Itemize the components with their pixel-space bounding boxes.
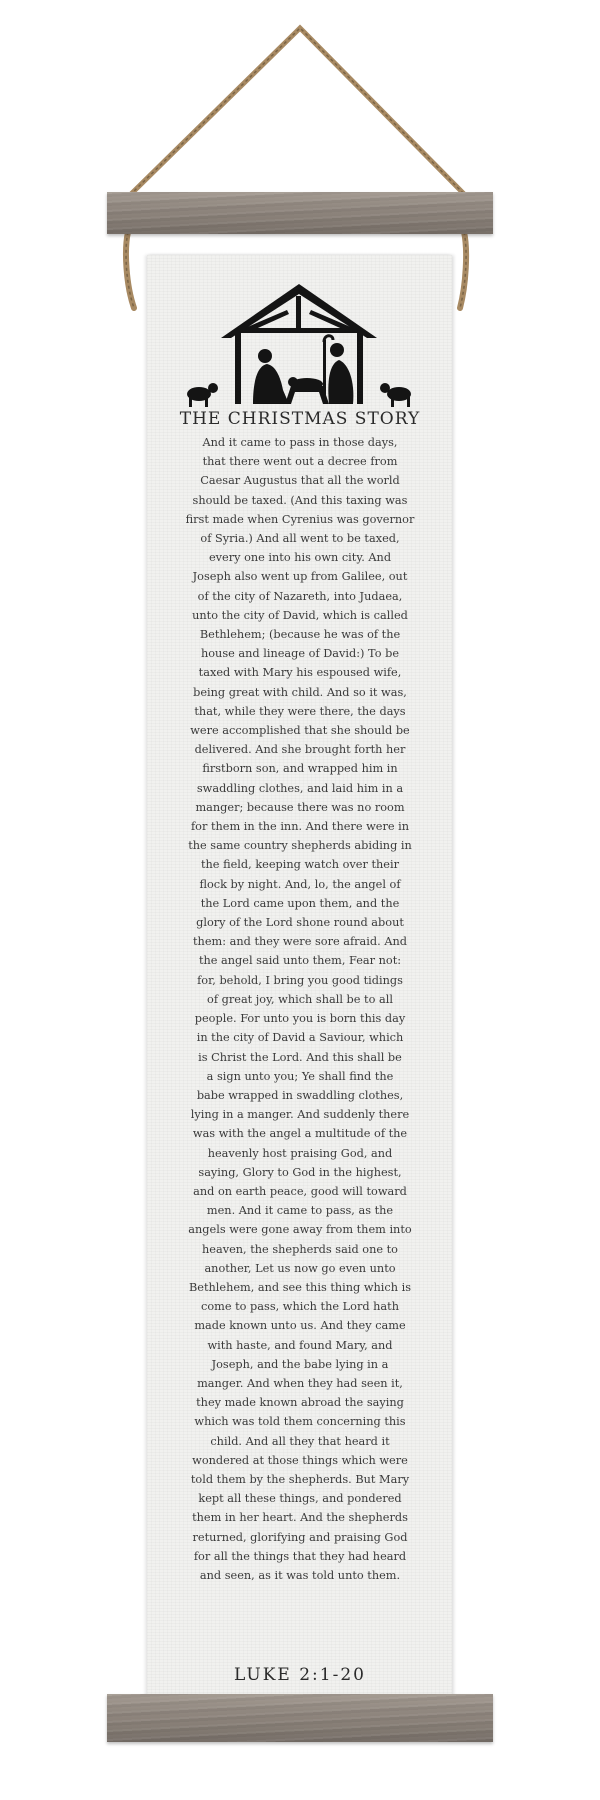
scripture-line: was with the angel a multitude of the xyxy=(192,1127,408,1141)
scripture-line: heavenly host praising God, and xyxy=(207,1146,393,1160)
scripture-line: Joseph, and the babe lying in a xyxy=(211,1357,389,1371)
scripture-line: manger; because there was no room xyxy=(195,800,405,814)
scripture-line: Caesar Augustus that all the world xyxy=(200,474,400,488)
scripture-line: a sign unto you; Ye shall find the xyxy=(206,1069,394,1083)
scripture-line: for all the things that they had heard xyxy=(193,1549,407,1563)
scripture-line: the angel said unto them, Fear not: xyxy=(198,954,402,968)
scripture-line: swaddling clothes, and laid him in a xyxy=(196,781,404,795)
scripture-line: Joseph also went up from Galilee, out xyxy=(192,570,408,584)
scripture-line: were accomplished that she should be xyxy=(190,724,410,738)
scripture-line: heaven, the shepherds said one to xyxy=(202,1242,398,1256)
scripture-line: saying, Glory to God in the highest, xyxy=(198,1165,402,1179)
nativity-scene-icon xyxy=(183,282,415,410)
scripture-line: child. And all they that heard it xyxy=(210,1434,390,1448)
scripture-line: angels were gone away from them into xyxy=(188,1223,412,1237)
scripture-line: And it came to pass in those days, xyxy=(202,436,398,449)
scripture-line: should be taxed. (And this taxing was xyxy=(192,493,408,507)
scripture-line: being great with child. And so it was, xyxy=(193,685,407,699)
scripture-line: Bethlehem; (because he was of the xyxy=(199,628,401,642)
scripture-line: babe wrapped in swaddling clothes, xyxy=(196,1088,404,1102)
scripture-line: of great joy, which shall be to all xyxy=(207,992,393,1006)
scripture-line: and seen, as it was told unto them. xyxy=(199,1568,401,1582)
banner-title: THE CHRISTMAS STORY xyxy=(179,409,421,429)
scripture-line: they made known abroad the saying xyxy=(196,1396,404,1410)
scripture-line: made known unto us. And they came xyxy=(194,1319,406,1333)
scripture-line: lying in a manger. And suddenly there xyxy=(190,1108,410,1122)
scripture-line: unto the city of David, which is called xyxy=(192,608,408,622)
scripture-line: firstborn son, and wrapped him in xyxy=(202,762,398,776)
scripture-text xyxy=(163,433,437,1585)
scripture-line: for them in the inn. And there were in xyxy=(190,820,410,834)
scripture-line: that, while they were there, the days xyxy=(194,704,406,718)
scripture-line: Bethlehem, and see this thing which is xyxy=(188,1280,412,1294)
scripture-line: manger. And when they had seen it, xyxy=(197,1376,403,1390)
scripture-line: the same country shepherds abiding in xyxy=(188,839,412,853)
bottom-wood-dowel xyxy=(107,1694,493,1742)
scripture-line: people. For unto you is born this day xyxy=(194,1012,406,1026)
scripture-reference: LUKE 2:1-20 xyxy=(234,1665,366,1685)
scripture-line: every one into his own city. And xyxy=(208,551,392,565)
top-wood-dowel xyxy=(107,192,493,234)
scripture-line: another, Let us now go even unto xyxy=(204,1261,396,1275)
scripture-line: is Christ the Lord. And this shall be xyxy=(198,1050,402,1064)
scripture-line: the Lord came upon them, and the xyxy=(200,896,400,910)
scripture-line: them: and they were sore afraid. And xyxy=(193,935,407,949)
scripture-line: kept all these things, and pondered xyxy=(198,1492,402,1506)
scripture-line: of Syria.) And all went to be taxed, xyxy=(200,532,400,546)
scripture-line: wondered at those things which were xyxy=(192,1453,408,1467)
scripture-line: returned, glorifying and praising God xyxy=(192,1530,408,1544)
scripture-line: the field, keeping watch over their xyxy=(200,858,399,872)
scripture-line: flock by night. And, lo, the angel of xyxy=(199,877,401,891)
scripture-line: with haste, and found Mary, and xyxy=(207,1338,393,1352)
scripture-line: that there went out a decree from xyxy=(202,455,398,469)
scripture-line: for, behold, I bring you good tidings xyxy=(197,973,403,987)
scripture-line: taxed with Mary his espoused wife, xyxy=(198,666,402,680)
scripture-line: which was told them concerning this xyxy=(194,1415,406,1429)
scripture-line: house and lineage of David:) To be xyxy=(200,647,400,661)
scripture-line: men. And it came to pass, as the xyxy=(206,1204,394,1218)
scripture-line: come to pass, which the Lord hath xyxy=(201,1300,399,1314)
scripture-line: told them by the shepherds. But Mary xyxy=(190,1472,410,1486)
scripture-line: first made when Cyrenius was governor xyxy=(185,512,415,526)
scripture-line: them in her heart. And the shepherds xyxy=(192,1511,408,1525)
scripture-line: delivered. And she brought forth her xyxy=(194,743,406,757)
scripture-line: of the city of Nazareth, into Judaea, xyxy=(197,589,403,603)
scripture-line: glory of the Lord shone round about xyxy=(196,916,404,930)
scripture-line: and on earth peace, good will toward xyxy=(193,1184,407,1198)
scripture-line: in the city of David a Saviour, which xyxy=(196,1031,404,1045)
